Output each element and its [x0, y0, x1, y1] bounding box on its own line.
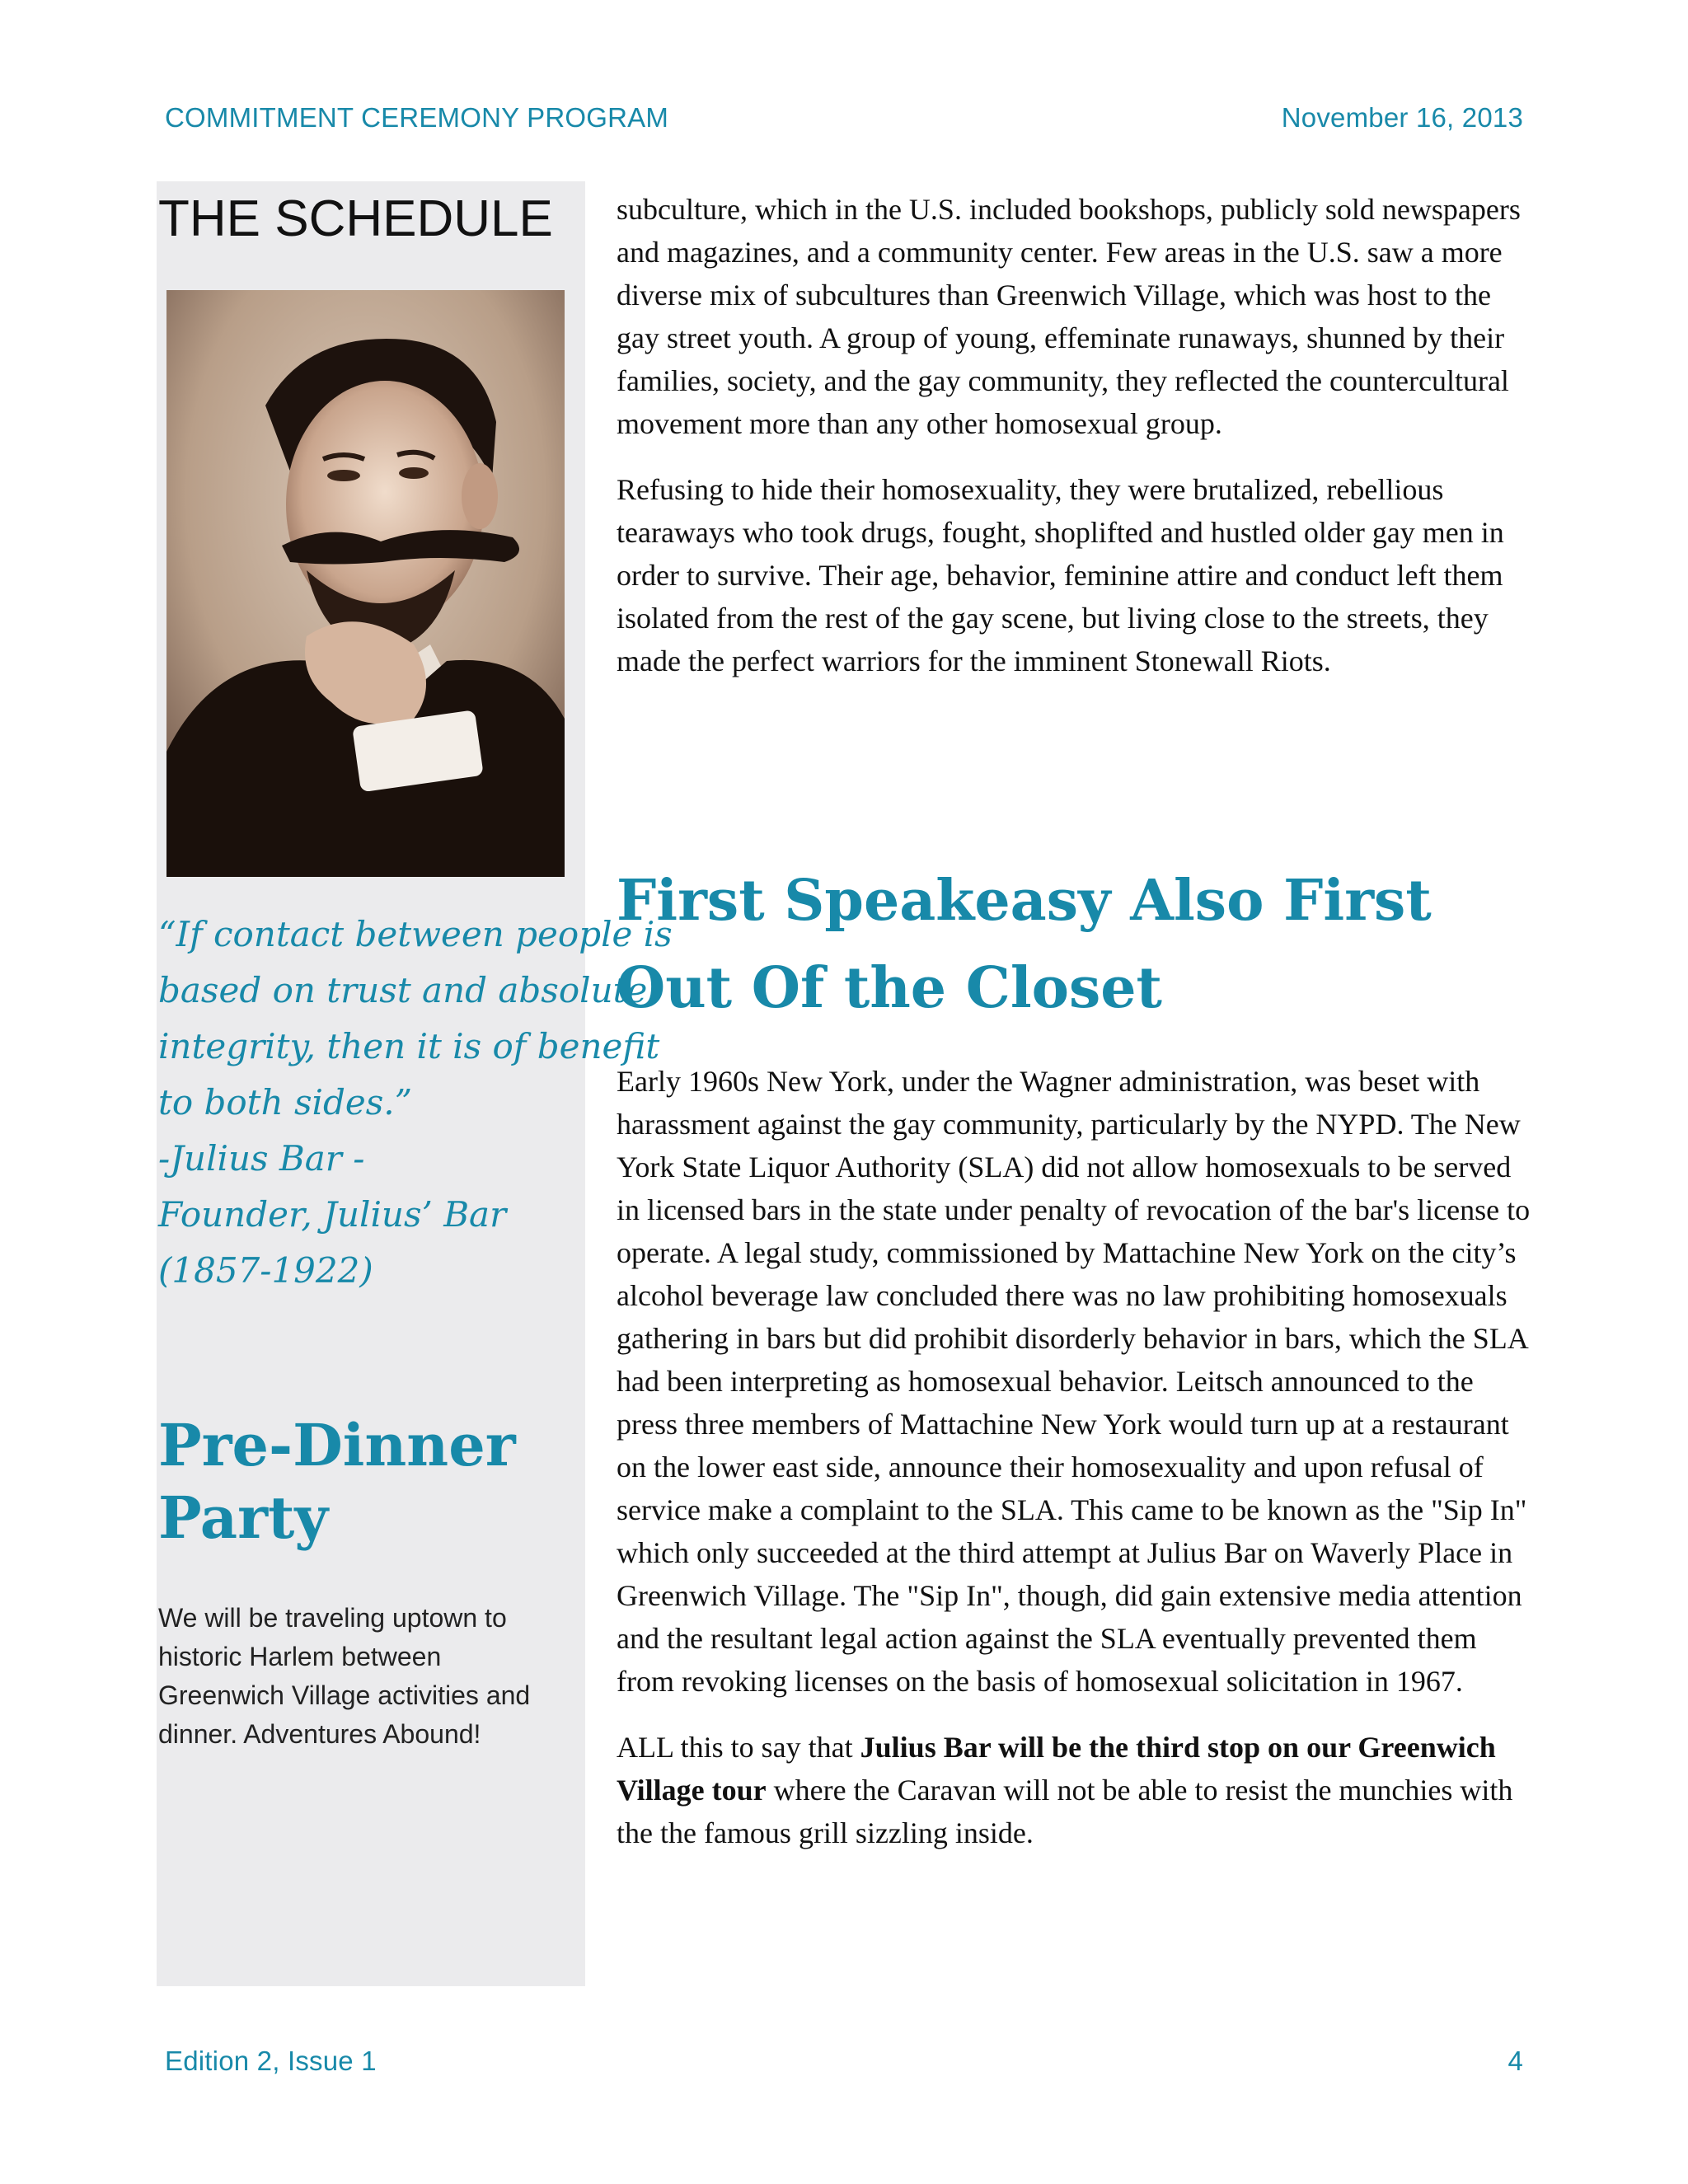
intro-paragraph-2: Refusing to hide their homosexuality, they were brutalized, rebellious tearaways who took drugs, fought, shoplifted and hustled older gay men in order to survive. Their age, behavior, feminine attire and conduct left them isolated from the rest of the gay scene, but living close to the streets, they made the perfect warriors for the imminent Stonewall Riots.: [617, 473, 1504, 677]
closing-lead: ALL this to say that: [617, 1731, 860, 1764]
article-body: [617, 1060, 1533, 1877]
article-title: First Speakeasy Also First Out Of the Closet: [617, 868, 1432, 1021]
article-paragraph-1: Early 1960s New York, under the Wagner administration, was beset with harassment against the gay community, particularly by the NYPD. The New York State Liquor Authority (SLA) did not allow homosexuals to be served in licensed bars in the state under penalty of revocation of the bar's license to operate. A legal study, commissioned by Mattachine New York on the city’s alcohol beverage law concluded there was no law prohibiting homosexuals gathering in bars but did prohibit disorderly behavior in bars, which the SLA had been interpreting as homosexual behavior. Leitsch announced to the press three members of Mattachine New York would turn up at a restaurant on the lower east side, announce their homosexuality and upon refusal of service make a complaint to the SLA. This came to be known as the "Sip In" which only succeeded at the third attempt at Julius Bar on Waverly Place in Greenwich Village. The "Sip In", though, did gain extensive media attention and the resultant legal action against the SLA eventually prevented them from revoking licenses on the basis of homosexual solicitation in 1967.: [617, 1065, 1531, 1698]
page-number: 4: [1507, 2046, 1523, 2076]
edition-label: Edition 2, Issue 1: [165, 2046, 377, 2076]
quote-line: “If contact between people is: [158, 914, 673, 954]
closing-highlight: Julius Bar will be the third stop on our Greenwich Village tour: [617, 1731, 1496, 1807]
schedule-sidebar: [157, 181, 673, 1986]
quote-attribution-years: (1857-1922): [158, 1250, 373, 1291]
intro-text: [617, 188, 1533, 705]
pre-dinner-party-text: We will be traveling uptown to historic Harlem between Greenwich Village activities and dinner. Adventures Abound!: [158, 1603, 531, 1749]
portrait-image: [166, 290, 565, 877]
closing-rest: where the Caravan will not be able to resist the munchies with the the famous grill sizzling inside.: [617, 1774, 1513, 1849]
closing-paragraph: [617, 1726, 1533, 1854]
founder-quote: [158, 907, 673, 1299]
intro-paragraph-1: subculture, which in the U.S. included bookshops, publicly sold newspapers and magazines, and a community center. Few areas in the U.S. saw a more diverse mix of subcultures than Greenwich Village, which was host to the gay street youth. A group of young, effeminate runaways, shunned by their families, society, and the gay community, they reflected the countercultural movement more than any other homosexual group.: [617, 193, 1521, 440]
quote-line: based on trust and absolute: [158, 970, 648, 1010]
quote-line: to both sides.”: [158, 1082, 413, 1122]
quote-attribution: -Julius Bar -: [158, 1138, 365, 1179]
pre-dinner-party-title: Pre-Dinner Party: [158, 1411, 516, 1552]
program-title: COMMITMENT CEREMONY PROGRAM: [165, 102, 669, 133]
founder-portrait: [166, 290, 565, 877]
quote-attribution-role: Founder, Julius’ Bar: [158, 1194, 507, 1235]
program-date: November 16, 2013: [1281, 102, 1523, 133]
schedule-title: THE SCHEDULE: [158, 190, 553, 247]
quote-line: integrity, then it is of benefit: [158, 1026, 660, 1066]
